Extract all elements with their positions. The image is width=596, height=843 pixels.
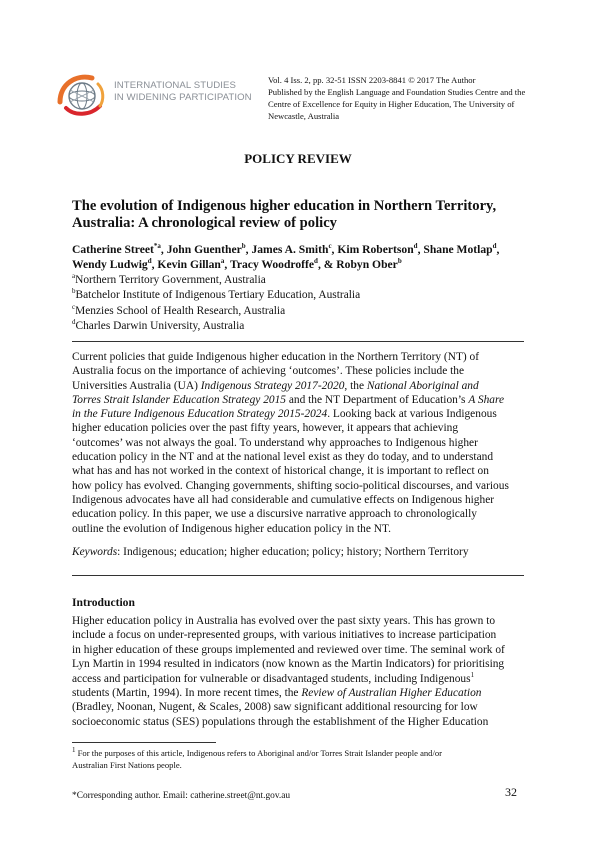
footnote-ref[interactable]: 1 xyxy=(470,670,475,679)
keywords-label: Keywords xyxy=(72,546,118,558)
abstract-line xyxy=(72,393,524,407)
footnote-text: For the purposes of this article, Indigenous refers to Aboriginal and/or Torres Strait Islander people and/or xyxy=(75,748,443,758)
abstract-line: how policy has evolved. Changing governments, shifting socio-political discourses, and various xyxy=(72,479,509,492)
abstract-bottom-rule xyxy=(72,575,524,576)
author-separator: , xyxy=(160,243,167,256)
keywords-text: : Indigenous; education; higher education; policy; history; Northern Territory xyxy=(117,546,469,558)
abstract-text: , the xyxy=(344,379,367,392)
journal-logo xyxy=(54,66,264,120)
logo-text xyxy=(114,80,264,104)
publication-line-3: Centre of Excellence for Equity in Higher Education, The University of xyxy=(268,99,515,109)
affiliation-text: Northern Territory Government, Australia xyxy=(75,274,266,286)
affiliation-mark: c xyxy=(72,303,76,312)
section-title: POLICY REVIEW xyxy=(244,151,352,166)
author-separator: , xyxy=(417,243,424,256)
abstract-line: Current policies that guide Indigenous higher education in the Northern Territory (NT) of xyxy=(72,351,480,363)
author-name: Robyn Ober xyxy=(336,258,398,271)
paper-title-line-1: The evolution of Indigenous higher education in Northern Territory, xyxy=(72,198,497,214)
footnote-rule xyxy=(72,742,216,743)
publication-line-1: Vol. 4 Iss. 2, pp. 32-51 ISSN 2203-8841 © 2017 The Author xyxy=(268,75,476,85)
abstract-text: Universities Australia (UA) xyxy=(72,379,201,392)
author-affiliation-mark: b xyxy=(241,242,246,251)
body-text: students (Martin, 1994). In more recent times, the xyxy=(72,687,302,700)
footnote xyxy=(72,748,524,771)
publication-info xyxy=(268,74,558,122)
affiliation-list xyxy=(72,273,532,335)
abstract-line: what has and has not worked in the context of historical change, it is important to reflect on xyxy=(72,465,489,478)
body-line: Lyn Martin in 1994 resulted in indicators (now known as the Martin Indicators) for prioritising xyxy=(72,658,505,671)
author-name: Wendy Ludwig xyxy=(72,258,148,271)
author-name: Catherine Street xyxy=(72,243,154,256)
abstract-line: Australia focus on the importance of achieving ‘outcomes’. These policies include the xyxy=(72,365,465,378)
affiliation-item xyxy=(72,304,532,319)
author-separator: , xyxy=(224,258,230,271)
body-line: socioeconomic status (SES) populations through the establishment of the Higher Education xyxy=(72,715,489,728)
abstract-line xyxy=(72,407,524,421)
keywords xyxy=(72,545,524,559)
affiliation-text: Menzies School of Health Research, Australia xyxy=(75,304,286,317)
author-affiliation-mark: c xyxy=(328,242,332,251)
body-line: (Bradley, Noonan, Nugent, & Scales, 2008) saw significant additional resourcing for low xyxy=(72,701,478,714)
body-italic: Review of Australian Higher Education xyxy=(301,687,482,700)
logo-line-2: IN WIDENING PARTICIPATION xyxy=(114,92,252,103)
abstract-italic: in the Future Indigenous Education Strategy 2015-2024 xyxy=(72,408,328,421)
author-separator: , xyxy=(245,243,252,256)
abstract-line: outline the evolution of Indigenous higher education policy in the NT. xyxy=(72,522,391,535)
abstract-text: . Looking back at various Indigenous xyxy=(327,408,497,421)
affiliation-text: Batchelor Institute of Indigenous Tertiary Education, Australia xyxy=(75,289,361,302)
author-affiliation-mark: d xyxy=(413,242,418,251)
abstract-italic: A Share xyxy=(468,393,505,406)
author-affiliation-mark: d xyxy=(147,257,152,266)
abstract-line xyxy=(72,379,524,393)
affiliation-item xyxy=(72,273,532,288)
page-number: 32 xyxy=(505,785,517,799)
body-line xyxy=(72,672,524,686)
author-affiliation-mark: d xyxy=(314,257,318,266)
abstract-text: and the NT Department of Education’s xyxy=(286,393,469,406)
abstract-line: higher education policies over the past fifty years, however, it appears that achieving xyxy=(72,422,459,435)
affiliation-item xyxy=(72,288,532,303)
author-affiliation-mark: a xyxy=(220,257,225,266)
footnote-mark: 1 xyxy=(72,746,76,755)
author-affiliation-mark: *a xyxy=(153,242,161,251)
author-separator: , xyxy=(151,258,158,271)
author-name: Tracy Woodroffe xyxy=(229,258,315,271)
affiliation-item xyxy=(72,319,532,334)
author-separator: , & xyxy=(317,258,337,271)
abstract-top-rule xyxy=(72,341,524,342)
logo-line-1: INTERNATIONAL STUDIES xyxy=(114,80,237,91)
abstract-italic: Indigenous Strategy 2017-2020 xyxy=(200,379,345,392)
affiliation-mark: a xyxy=(72,272,76,281)
paper-title xyxy=(72,198,532,232)
abstract xyxy=(72,350,524,536)
body-line: Higher education policy in Australia has evolved over the past sixty years. This has grown to xyxy=(72,615,496,627)
author-list xyxy=(72,242,542,272)
author-affiliation-mark: b xyxy=(397,257,402,266)
body-line: include a focus on under-represented groups, with various initiatives to increase participation xyxy=(72,629,497,642)
affiliation-mark: b xyxy=(72,287,76,296)
author-separator: , xyxy=(496,243,500,256)
corresponding-author: *Corresponding author. Email: catherine.street@nt.gov.au xyxy=(72,791,291,801)
abstract-line: ‘outcomes’ was not always the goal. To understand why approaches to Indigenous higher xyxy=(72,436,478,449)
body-line: in higher education of these groups implemented and reviewed over time. The seminal work of xyxy=(72,643,505,656)
body-line xyxy=(72,686,524,700)
introduction-body xyxy=(72,614,524,729)
abstract-line: Indigenous advocates have all had considerable and cumulative effects on Indigenous higher xyxy=(72,493,495,506)
publication-line-2: Published by the English Language and Foundation Studies Centre and the xyxy=(268,87,526,97)
author-name: John Guenther xyxy=(166,243,242,256)
footnote-line xyxy=(72,748,524,760)
abstract-italic: National Aboriginal and xyxy=(366,379,479,392)
globe-logo-icon xyxy=(54,66,112,120)
author-affiliation-mark: d xyxy=(492,242,497,251)
author-name: Shane Motlap xyxy=(423,243,493,256)
publication-line-4: Newcastle, Australia xyxy=(268,111,340,121)
abstract-line: education policy in the NT and at the national level exist as they do today, and to understand xyxy=(72,451,494,464)
author-separator: , xyxy=(331,243,338,256)
author-name: James A. Smith xyxy=(251,243,329,256)
author-name: Kevin Gillan xyxy=(157,258,221,271)
abstract-line: education policy. In this paper, we use a discursive narrative approach to chronologically xyxy=(72,508,477,521)
affiliation-text: Charles Darwin University, Australia xyxy=(75,320,245,333)
affiliation-mark: d xyxy=(72,318,76,327)
abstract-italic: Torres Strait Islander Education Strategy 2015 xyxy=(72,393,286,406)
paper-title-line-2: Australia: A chronological review of policy xyxy=(72,215,337,231)
body-text: access and participation for vulnerable or disadvantaged students, including Indigenous xyxy=(72,672,471,685)
footnote-line: Australian First Nations people. xyxy=(72,759,182,770)
author-name: Kim Robertson xyxy=(337,243,414,256)
introduction-heading: Introduction xyxy=(72,596,135,609)
